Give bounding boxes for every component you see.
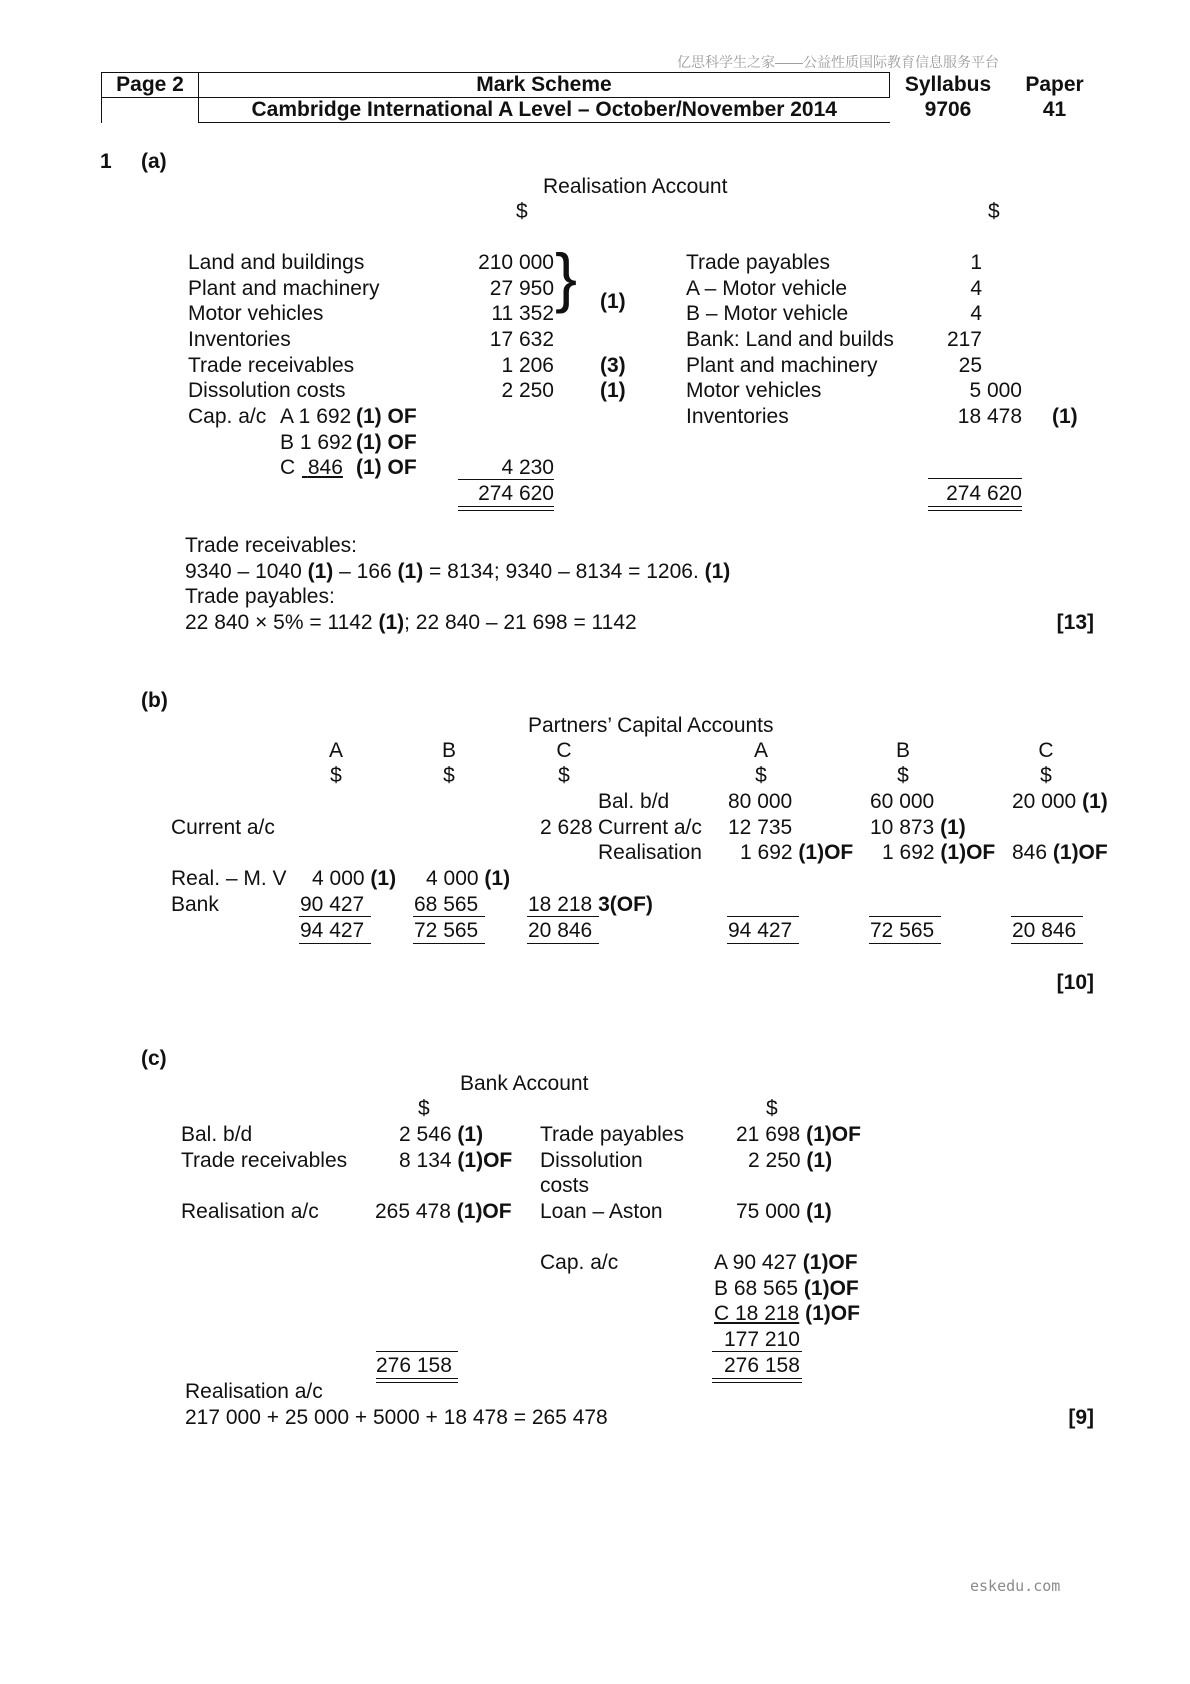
bank-account-title: Bank Account (460, 1072, 589, 1095)
dollar-header: $ (330, 764, 342, 787)
dollar-header: $ (755, 764, 767, 787)
credit-amount: 25 (958, 354, 982, 377)
dollar-heading-right: $ (988, 200, 1000, 223)
cell-value: 1 692 (1)OF (740, 841, 854, 864)
credit-item: Motor vehicles (686, 379, 822, 402)
part-c-label: (c) (141, 1047, 167, 1070)
debit-item: Trade receivables (181, 1149, 348, 1172)
cap-a: A 90 427 (1)OF (714, 1251, 858, 1274)
dollar-header: $ (1040, 764, 1052, 787)
double-rule (376, 1378, 458, 1383)
receivables-working-label: Trade receivables: (185, 534, 357, 557)
cell-value: 2 628 (540, 816, 593, 839)
brace-symbol: } (555, 240, 578, 314)
column-header: B (441, 739, 456, 762)
debit-amount: 8 134 (1)OF (399, 1149, 513, 1172)
credit-item: Bank: Land and builds (686, 328, 894, 351)
debit-amount: 27 950 (489, 277, 554, 300)
dollar-header: $ (558, 764, 570, 787)
rule (527, 943, 599, 944)
total-value: 20 846 (528, 919, 593, 942)
debit-amount: 11 352 (491, 302, 554, 325)
rule (869, 916, 941, 917)
credit-item: A – Motor vehicle (686, 277, 848, 300)
debit-amount: 2 250 (501, 379, 554, 402)
debit-amount: 210 000 (478, 251, 554, 274)
cell-value: 12 735 (728, 816, 793, 839)
cap-ac-label: Cap. a/c (540, 1251, 619, 1274)
debit-amount: 2 546 (1) (399, 1123, 484, 1146)
cell-value: 18 218 3(OF) (528, 893, 653, 916)
credit-item: Plant and machinery (686, 354, 878, 377)
cap-c-prefix: C (280, 456, 296, 479)
mark: (1) OF (356, 431, 417, 454)
rule (1011, 943, 1083, 944)
debit-item: Plant and machinery (188, 277, 380, 300)
mark: (1) OF (356, 405, 417, 428)
cap-a-line: A 1 692 (280, 405, 352, 428)
cap-c: C 18 218 (1)OF (714, 1302, 860, 1325)
double-rule (712, 1378, 802, 1383)
rule (413, 916, 485, 917)
debit-total: 276 158 (376, 1354, 452, 1377)
realisation-working-label: Realisation a/c (185, 1380, 323, 1403)
rule (527, 916, 599, 917)
rule (376, 1351, 458, 1352)
payables-working-line: 22 840 × 5% = 1142 (1); 22 840 – 21 698 = 1142 (185, 611, 637, 634)
question-number: 1 (100, 150, 112, 173)
rule (299, 916, 371, 917)
total-value: 72 565 (870, 919, 935, 942)
debit-amount: 17 632 (489, 328, 554, 351)
column-header: A (753, 739, 768, 762)
total-value: 94 427 (728, 919, 793, 942)
debit-amount: 1 206 (501, 354, 554, 377)
row-label: Real. – M. V (171, 867, 287, 890)
cell-value: 10 873 (1) (870, 816, 966, 839)
debit-item: Land and buildings (188, 251, 365, 274)
credit-amount: 21 698 (1)OF (736, 1123, 861, 1146)
cap-subtotal: 177 210 (724, 1328, 800, 1351)
debit-item: Inventories (188, 328, 291, 351)
total-value: 72 565 (414, 919, 479, 942)
credit-amount: 217 (946, 328, 982, 351)
debit-item: Bal. b/d (181, 1123, 253, 1146)
header-table (101, 72, 1103, 123)
cap-c-amount: 846 (307, 456, 343, 479)
realisation-working-line: 217 000 + 25 000 + 5000 + 18 478 = 265 478 (185, 1406, 608, 1429)
rule (727, 943, 799, 944)
rule (869, 943, 941, 944)
row-label: Current a/c (171, 816, 275, 839)
column-header: B (895, 739, 910, 762)
cap-total: 4 230 (501, 456, 554, 479)
row-label: Current a/c (598, 816, 702, 839)
receivables-working-line: 9340 – 1040 (1) – 166 (1) = 8134; 9340 – 8134 = 1206. (1) (185, 560, 731, 583)
column-header: C (1038, 739, 1054, 762)
column-header: C (556, 739, 572, 762)
credit-amount: 75 000 (1) (736, 1200, 832, 1223)
paper-label: Paper (1025, 73, 1084, 96)
rule (1011, 916, 1083, 917)
mark: (3) (600, 354, 626, 377)
dollar-heading-right: $ (766, 1097, 778, 1120)
column-header: A (328, 739, 343, 762)
cell-value: 80 000 (728, 790, 793, 813)
credit-item-continued: costs (540, 1174, 590, 1197)
credit-item: B – Motor vehicle (686, 302, 849, 325)
rule (413, 943, 485, 944)
paper-value: 41 (1042, 98, 1067, 121)
realisation-account-title: Realisation Account (543, 175, 728, 198)
credit-amount: 18 478 (957, 405, 1022, 428)
cell-value: 4 000 (1) (426, 867, 511, 890)
rule (727, 916, 799, 917)
cell-value: 68 565 (414, 893, 479, 916)
dollar-heading-left: $ (516, 200, 528, 223)
credit-item: Dissolution (540, 1149, 643, 1172)
watermark-text: 亿思科学生之家——公益性质国际教育信息服务平台 (677, 54, 999, 70)
header-title: Mark Scheme (199, 73, 890, 98)
credit-amount: 1 (970, 251, 982, 274)
row-label: Bank (171, 893, 219, 916)
credit-item: Trade payables (686, 251, 830, 274)
cell-value: 1 692 (1)OF (882, 841, 996, 864)
credit-amount: 4 (970, 277, 982, 300)
cell-value: 846 (1)OF (1012, 841, 1108, 864)
dollar-heading-left: $ (418, 1097, 430, 1120)
syllabus-label: Syllabus (904, 73, 992, 96)
credit-amount: 5 000 (969, 379, 1022, 402)
rule (299, 943, 371, 944)
payables-working-label: Trade payables: (185, 585, 335, 608)
row-label: Bal. b/d (598, 790, 670, 813)
debit-total: 274 620 (478, 482, 554, 505)
cap-b: B 68 565 (1)OF (714, 1277, 859, 1300)
dollar-header: $ (443, 764, 455, 787)
debit-item: Trade receivables (188, 354, 355, 377)
debit-amount: 265 478 (1)OF (375, 1200, 512, 1223)
capital-accounts-title: Partners’ Capital Accounts (528, 714, 774, 737)
double-rule (928, 506, 1022, 511)
footer-site: eskedu.com (970, 1577, 1061, 1595)
rule (712, 1351, 802, 1352)
cell-value: 4 000 (1) (312, 867, 397, 890)
total-marks-b: [10] (1056, 971, 1094, 994)
row-label: Realisation (598, 841, 702, 864)
total-marks-a: [13] (1056, 611, 1094, 634)
credit-amount: 4 (970, 302, 982, 325)
double-rule (458, 506, 554, 511)
debit-item: Dissolution costs (188, 379, 346, 402)
cell-value: 20 000 (1) (1012, 790, 1108, 813)
mark: (1) OF (356, 456, 417, 479)
cap-b-line: B 1 692 (280, 431, 353, 454)
credit-total: 274 620 (946, 482, 1022, 505)
cell-value: 90 427 (300, 893, 365, 916)
credit-item: Trade payables (540, 1123, 684, 1146)
total-value: 94 427 (300, 919, 365, 942)
total-value: 20 846 (1012, 919, 1077, 942)
debit-item: Motor vehicles (188, 302, 324, 325)
brace-mark: (1) (600, 290, 626, 313)
rule (928, 478, 1022, 479)
credit-item: Inventories (686, 405, 789, 428)
syllabus-value: 9706 (924, 98, 972, 121)
mark: (1) (600, 379, 626, 402)
cell-value: 60 000 (870, 790, 935, 813)
credit-amount: 2 250 (1) (748, 1149, 833, 1172)
page-number: Page 2 (102, 73, 199, 98)
cap-ac-label: Cap. a/c (188, 405, 267, 428)
dollar-header: $ (897, 764, 909, 787)
mark: (1) (1052, 405, 1078, 428)
part-b-label: (b) (141, 689, 168, 712)
total-marks-c: [9] (1068, 1406, 1094, 1429)
credit-total: 276 158 (724, 1354, 800, 1377)
header-subtitle: Cambridge International A Level – October/November 2014 (199, 98, 890, 123)
debit-item: Realisation a/c (181, 1200, 319, 1223)
credit-item: Loan – Aston (540, 1200, 663, 1223)
part-a-label: (a) (141, 150, 167, 173)
